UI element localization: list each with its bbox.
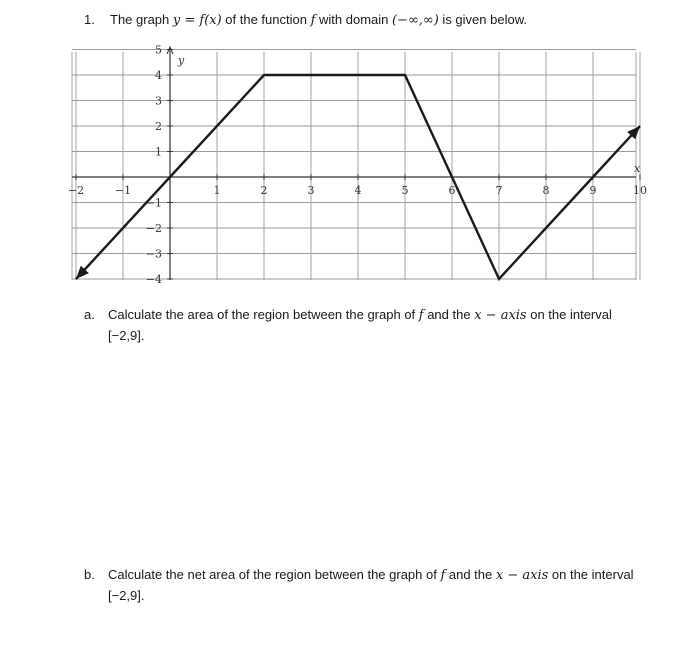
y-tick-label: −4 <box>145 273 162 286</box>
x-tick-label: 3 <box>307 184 315 197</box>
part-a-text-mid: and the <box>423 307 475 322</box>
y-tick-label: 1 <box>155 145 162 159</box>
question-text-mid: of the function <box>221 12 311 27</box>
x-tick-label: 2 <box>260 184 268 197</box>
x-tick-label: 9 <box>589 184 597 197</box>
part-b-function-name: f <box>440 568 446 583</box>
part-a-function-name: f <box>418 308 424 323</box>
y-tick-label: 2 <box>155 120 162 133</box>
y-tick-label: −1 <box>145 196 162 210</box>
y-axis-label: y <box>178 54 185 67</box>
part-a-text-pre: Calculate the area of the region between the graph of <box>108 307 419 322</box>
part-a-text-post: on the interval <box>526 307 612 322</box>
part-b-text-pre: Calculate the net area of the region between the graph of <box>108 567 441 582</box>
x-tick-label: 4 <box>354 184 362 197</box>
part-a <box>84 305 644 346</box>
part-a-interval: [−2,9]. <box>108 328 145 343</box>
x-tick-label: 1 <box>213 184 221 197</box>
question-text-post2: is given below. <box>438 12 527 27</box>
tick-labels <box>68 44 647 287</box>
y-tick-label: −3 <box>145 247 162 261</box>
question-domain: (−∞,∞) <box>391 13 439 28</box>
y-tick-label: 4 <box>155 69 162 82</box>
part-b-label: b. <box>84 567 95 582</box>
part-b-interval: [−2,9]. <box>108 588 145 603</box>
x-tick-label: −1 <box>114 184 132 197</box>
x-tick-label: 6 <box>448 184 456 197</box>
question-text-pre: The graph <box>110 12 173 27</box>
part-b-axis: x − axis <box>495 568 549 583</box>
x-tick-label: −2 <box>67 184 85 197</box>
part-a-label: a. <box>84 307 95 322</box>
x-tick-label: 8 <box>542 184 550 197</box>
part-b-text-mid: and the <box>445 567 496 582</box>
part-b-text-post: on the interval <box>548 567 634 582</box>
x-axis-label: x <box>634 162 641 175</box>
x-tick-label: 5 <box>401 184 409 197</box>
y-tick-label: 5 <box>155 43 162 57</box>
question-function-name: f <box>310 13 316 28</box>
part-b <box>84 565 664 606</box>
y-tick-label: −2 <box>145 222 162 235</box>
part-a-axis: x − axis <box>474 308 527 323</box>
question-text-post1: with domain <box>315 12 392 27</box>
grid <box>72 50 640 281</box>
y-tick-label: 3 <box>155 94 162 108</box>
question-formula: y = f(x) <box>172 13 222 28</box>
x-tick-label: 10 <box>633 184 647 197</box>
x-tick-label: 7 <box>495 184 503 197</box>
question-number: 1. <box>84 12 95 27</box>
